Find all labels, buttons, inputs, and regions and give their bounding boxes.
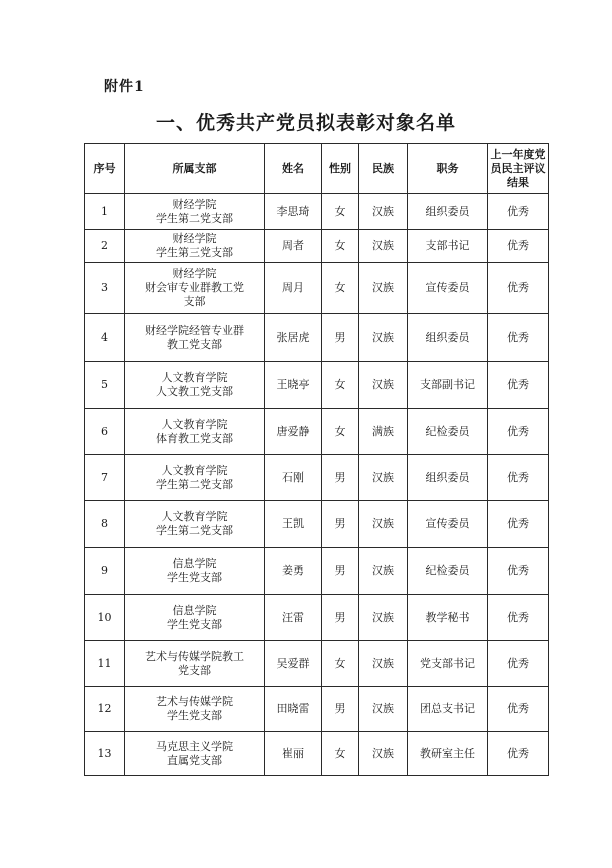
- cell-result: 优秀: [488, 595, 549, 641]
- branch-line: 体育教工党支部: [156, 431, 233, 445]
- column-header-position: 职务: [408, 144, 488, 194]
- cell-name: 吴爱群: [265, 641, 322, 687]
- table-row: [85, 263, 549, 314]
- column-header-result: 上一年度党员民主评议结果: [488, 144, 549, 194]
- cell-position: 组织委员: [408, 455, 488, 501]
- branch-line: 支部: [183, 295, 206, 308]
- cell-ethnicity: 汉族: [359, 548, 408, 595]
- cell-branch: [125, 230, 265, 263]
- table-row: [85, 455, 549, 501]
- cell-no: 5: [85, 362, 125, 409]
- table-row: [85, 687, 549, 732]
- table-header: [85, 144, 549, 194]
- cell-position: 组织委员: [408, 314, 488, 362]
- cell-position: 教学秘书: [408, 595, 488, 641]
- cell-result: 优秀: [488, 455, 549, 501]
- cell-position: 组织委员: [408, 194, 488, 230]
- cell-position: 宣传委员: [408, 501, 488, 548]
- cell-ethnicity: 汉族: [359, 314, 408, 362]
- cell-name: 周者: [265, 230, 322, 263]
- cell-no: 7: [85, 455, 125, 501]
- cell-name: 张居虎: [265, 314, 322, 362]
- cell-name: 周月: [265, 263, 322, 314]
- branch-line: 教工党支部: [167, 337, 222, 351]
- cell-result: 优秀: [488, 687, 549, 732]
- cell-result: 优秀: [488, 362, 549, 409]
- cell-ethnicity: 汉族: [359, 687, 408, 732]
- cell-name: 崔丽: [265, 732, 322, 776]
- cell-gender: 女: [322, 362, 359, 409]
- cell-name: 王晓亭: [265, 362, 322, 409]
- cell-ethnicity: 汉族: [359, 501, 408, 548]
- cell-result: 优秀: [488, 314, 549, 362]
- table-row: [85, 314, 549, 362]
- branch-line: 人文教育学院: [161, 371, 228, 384]
- cell-no: 8: [85, 501, 125, 548]
- cell-branch: [125, 641, 265, 687]
- cell-branch: [125, 263, 265, 314]
- cell-branch: [125, 314, 265, 362]
- cell-no: 9: [85, 548, 125, 595]
- cell-no: 3: [85, 263, 125, 314]
- cell-no: 13: [85, 732, 125, 776]
- branch-line: 财会审专业群教工党: [145, 281, 244, 294]
- cell-branch: [125, 595, 265, 641]
- cell-ethnicity: 汉族: [359, 230, 408, 263]
- cell-position: 教研室主任: [408, 732, 488, 776]
- column-header-branch: 所属支部: [125, 144, 265, 194]
- cell-gender: 女: [322, 263, 359, 314]
- cell-gender: 女: [322, 230, 359, 263]
- branch-line: 人文教育学院: [161, 463, 228, 477]
- branch-line: 信息学院: [172, 557, 217, 570]
- branch-line: 人文教育学院: [161, 417, 228, 431]
- cell-branch: [125, 548, 265, 595]
- cell-no: 12: [85, 687, 125, 732]
- cell-ethnicity: 汉族: [359, 455, 408, 501]
- cell-gender: 女: [322, 409, 359, 455]
- cell-gender: 男: [322, 455, 359, 501]
- cell-name: 田晓雷: [265, 687, 322, 732]
- table-row: [85, 641, 549, 687]
- cell-result: 优秀: [488, 194, 549, 230]
- branch-line: 学生第三党支部: [156, 246, 233, 259]
- header-row: [85, 144, 549, 194]
- cell-name: 汪雷: [265, 595, 322, 641]
- cell-branch: [125, 409, 265, 455]
- cell-gender: 女: [322, 641, 359, 687]
- cell-result: 优秀: [488, 409, 549, 455]
- branch-line: 学生党支部: [167, 617, 222, 631]
- cell-branch: [125, 455, 265, 501]
- table-row: [85, 595, 549, 641]
- column-header-ethnicity: 民族: [359, 144, 408, 194]
- table-body: [85, 194, 549, 776]
- branch-line: 财经学院: [172, 197, 217, 211]
- cell-position: 宣传委员: [408, 263, 488, 314]
- attachment-label: 附件1: [104, 79, 145, 95]
- branch-line: 财经学院: [172, 232, 217, 245]
- table-row: [85, 230, 549, 263]
- cell-gender: 男: [322, 595, 359, 641]
- cell-position: 纪检委员: [408, 548, 488, 595]
- cell-gender: 男: [322, 548, 359, 595]
- cell-no: 2: [85, 230, 125, 263]
- cell-no: 1: [85, 194, 125, 230]
- cell-result: 优秀: [488, 263, 549, 314]
- cell-no: 4: [85, 314, 125, 362]
- cell-result: 优秀: [488, 501, 549, 548]
- cell-ethnicity: 汉族: [359, 641, 408, 687]
- branch-line: 学生第二党支部: [156, 524, 233, 537]
- cell-position: 支部书记: [408, 230, 488, 263]
- column-header-no: 序号: [85, 144, 125, 194]
- cell-name: 王凯: [265, 501, 322, 548]
- table-row: [85, 501, 549, 548]
- cell-ethnicity: 汉族: [359, 732, 408, 776]
- branch-line: 信息学院: [172, 603, 217, 617]
- cell-branch: [125, 362, 265, 409]
- cell-ethnicity: 汉族: [359, 362, 408, 409]
- branch-line: 学生党支部: [167, 571, 222, 584]
- document-title: 一、优秀共产党员拟表彰对象名单: [155, 112, 456, 134]
- cell-result: 优秀: [488, 732, 549, 776]
- cell-name: 李思琦: [265, 194, 322, 230]
- branch-line: 财经学院: [172, 267, 217, 280]
- cell-result: 优秀: [488, 641, 549, 687]
- cell-branch: [125, 687, 265, 732]
- table-row: [85, 548, 549, 595]
- cell-gender: 男: [322, 687, 359, 732]
- cell-ethnicity: 汉族: [359, 263, 408, 314]
- cell-name: 姜勇: [265, 548, 322, 595]
- cell-gender: 女: [322, 194, 359, 230]
- cell-position: 纪检委员: [408, 409, 488, 455]
- cell-branch: [125, 501, 265, 548]
- cell-result: 优秀: [488, 548, 549, 595]
- cell-gender: 女: [322, 732, 359, 776]
- cell-name: 石刚: [265, 455, 322, 501]
- table-row: [85, 194, 549, 230]
- branch-line: 人文教工党支部: [156, 385, 233, 398]
- branch-line: 学生第二党支部: [156, 477, 233, 491]
- cell-gender: 男: [322, 314, 359, 362]
- branch-line: 马克思主义学院: [156, 739, 233, 753]
- cell-ethnicity: 汉族: [359, 194, 408, 230]
- cell-position: 党支部书记: [408, 641, 488, 687]
- branch-line: 艺术与传媒学院教工: [145, 649, 244, 663]
- cell-ethnicity: 满族: [359, 409, 408, 455]
- branch-line: 艺术与传媒学院: [156, 695, 233, 708]
- branch-line: 直属党支部: [167, 753, 222, 767]
- column-header-name: 姓名: [265, 144, 322, 194]
- branch-line: 财经学院经管专业群: [145, 323, 244, 337]
- cell-name: 唐爱静: [265, 409, 322, 455]
- cell-no: 11: [85, 641, 125, 687]
- cell-gender: 男: [322, 501, 359, 548]
- cell-position: 团总支书记: [408, 687, 488, 732]
- cell-no: 10: [85, 595, 125, 641]
- cell-result: 优秀: [488, 230, 549, 263]
- cell-position: 支部副书记: [408, 362, 488, 409]
- branch-line: 学生党支部: [167, 709, 222, 722]
- honoree-table: [84, 143, 549, 776]
- cell-branch: [125, 194, 265, 230]
- table-row: [85, 409, 549, 455]
- cell-ethnicity: 汉族: [359, 595, 408, 641]
- table-row: [85, 362, 549, 409]
- column-header-gender: 性别: [322, 144, 359, 194]
- table-row: [85, 732, 549, 776]
- branch-line: 学生第二党支部: [156, 211, 233, 225]
- cell-no: 6: [85, 409, 125, 455]
- branch-line: 人文教育学院: [161, 510, 228, 523]
- branch-line: 党支部: [178, 663, 211, 677]
- cell-branch: [125, 732, 265, 776]
